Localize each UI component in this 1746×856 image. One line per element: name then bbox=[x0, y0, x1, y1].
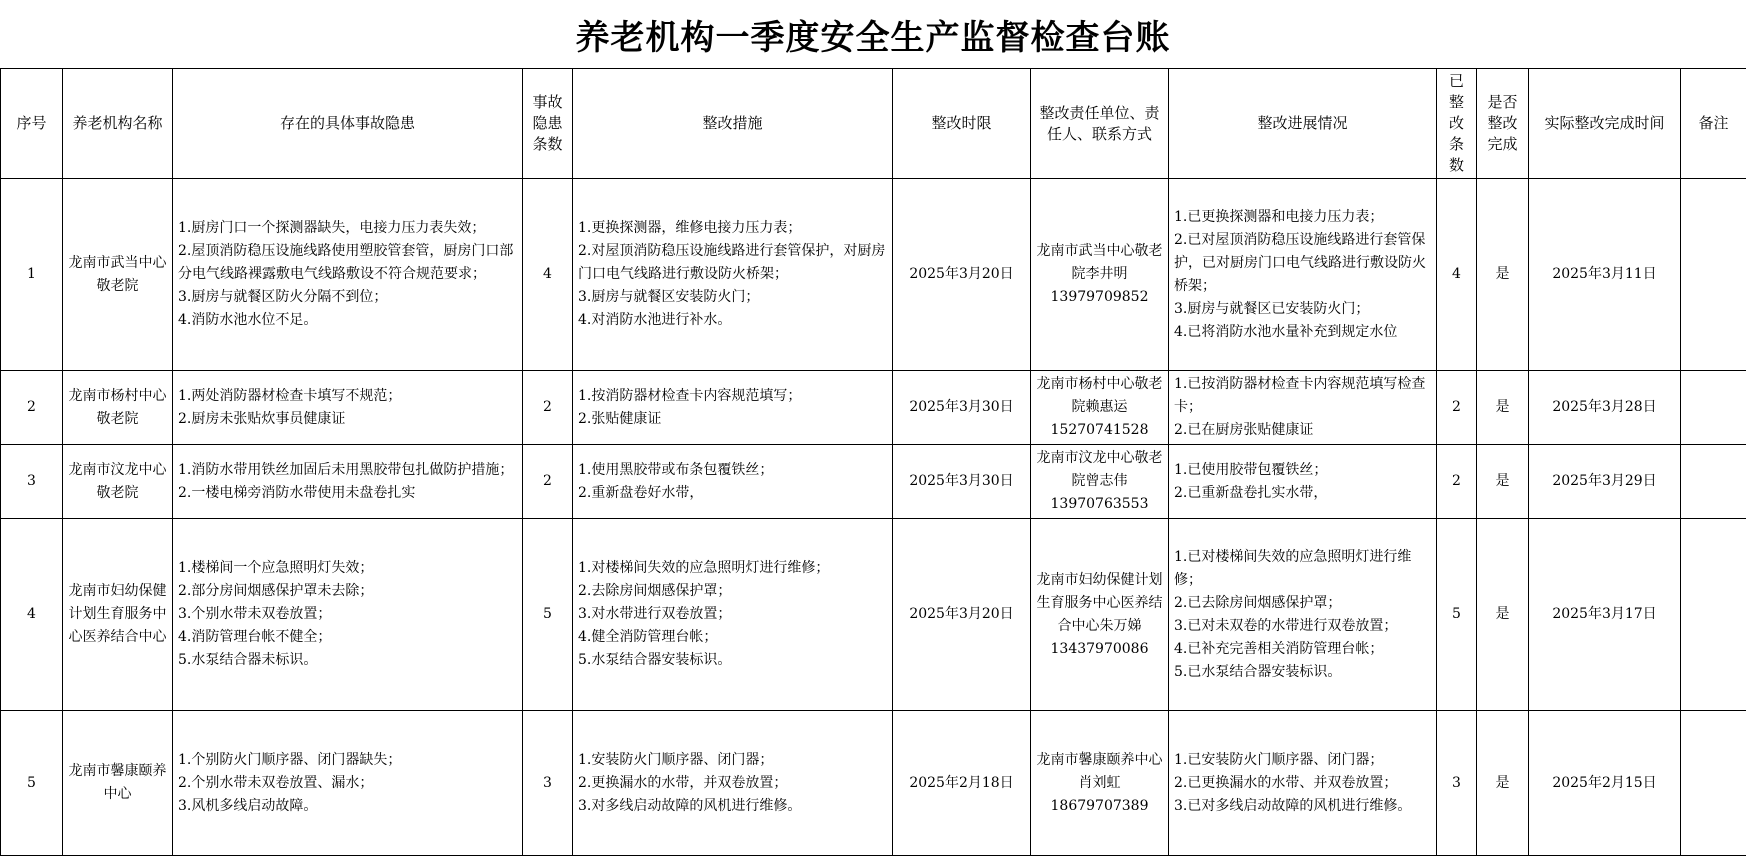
progress-line: 2.已对屋顶消防稳压设施线路进行套管保护，已对厨房门口电气线路进行敷设防火桥架； bbox=[1174, 229, 1431, 298]
cell-name: 龙南市馨康颐养中心 bbox=[63, 711, 173, 856]
cell-name: 龙南市武当中心敬老院 bbox=[63, 179, 173, 371]
cell-measures bbox=[573, 711, 893, 856]
cell-hazard-count: 5 bbox=[523, 519, 573, 711]
header-row bbox=[1, 69, 1746, 179]
hazard-line: 1.个别防火门顺序器、闭门器缺失； bbox=[178, 749, 517, 772]
header-hazard-count: 事故隐患条数 bbox=[523, 69, 573, 179]
cell-completed: 是 bbox=[1477, 711, 1529, 856]
progress-line: 2.已重新盘卷扎实水带， bbox=[1174, 482, 1431, 505]
cell-remarks bbox=[1681, 519, 1746, 711]
header-responsible: 整改责任单位、责任人、联系方式 bbox=[1031, 69, 1169, 179]
progress-line: 3.厨房与就餐区已安装防火门； bbox=[1174, 298, 1431, 321]
header-name: 养老机构名称 bbox=[63, 69, 173, 179]
measure-line: 2.张贴健康证 bbox=[578, 408, 887, 431]
cell-progress bbox=[1169, 519, 1437, 711]
cell-hazards bbox=[173, 519, 523, 711]
cell-seq: 4 bbox=[1, 519, 63, 711]
inspection-ledger-table bbox=[0, 68, 1746, 856]
measure-line: 2.重新盘卷好水带， bbox=[578, 482, 887, 505]
progress-line: 3.已对未双卷的水带进行双卷放置； bbox=[1174, 615, 1431, 638]
hazard-line: 1.两处消防器材检查卡填写不规范； bbox=[178, 385, 517, 408]
cell-deadline: 2025年3月30日 bbox=[893, 371, 1031, 445]
hazard-line: 3.风机多线启动故障。 bbox=[178, 795, 517, 818]
page-title: 养老机构一季度安全生产监督检查台账 bbox=[0, 0, 1746, 68]
hazard-line: 2.个别水带未双卷放置、漏水； bbox=[178, 772, 517, 795]
hazard-line: 4.消防水池水位不足。 bbox=[178, 309, 517, 332]
cell-hazard-count: 4 bbox=[523, 179, 573, 371]
hazard-line: 1.楼梯间一个应急照明灯失效； bbox=[178, 557, 517, 580]
cell-actual-date: 2025年3月28日 bbox=[1529, 371, 1681, 445]
cell-completed: 是 bbox=[1477, 519, 1529, 711]
cell-fixed-count: 2 bbox=[1437, 445, 1477, 519]
header-hazards: 存在的具体事故隐患 bbox=[173, 69, 523, 179]
measure-line: 2.去除房间烟感保护罩； bbox=[578, 580, 887, 603]
hazard-line: 4.消防管理台帐不健全； bbox=[178, 626, 517, 649]
measure-line: 3.对水带进行双卷放置； bbox=[578, 603, 887, 626]
hazard-line: 3.个别水带未双卷放置； bbox=[178, 603, 517, 626]
cell-measures bbox=[573, 519, 893, 711]
cell-fixed-count: 4 bbox=[1437, 179, 1477, 371]
cell-progress bbox=[1169, 179, 1437, 371]
cell-progress bbox=[1169, 711, 1437, 856]
measure-line: 1.对楼梯间失效的应急照明灯进行维修； bbox=[578, 557, 887, 580]
cell-remarks bbox=[1681, 711, 1746, 856]
header-seq: 序号 bbox=[1, 69, 63, 179]
cell-deadline: 2025年2月18日 bbox=[893, 711, 1031, 856]
cell-name: 龙南市妇幼保健计划生育服务中心医养结合中心 bbox=[63, 519, 173, 711]
cell-seq: 3 bbox=[1, 445, 63, 519]
progress-line: 1.已更换探测器和电接力压力表； bbox=[1174, 206, 1431, 229]
header-measures: 整改措施 bbox=[573, 69, 893, 179]
hazard-line: 3.厨房与就餐区防火分隔不到位； bbox=[178, 286, 517, 309]
cell-progress bbox=[1169, 371, 1437, 445]
cell-hazards bbox=[173, 179, 523, 371]
cell-hazards bbox=[173, 445, 523, 519]
cell-fixed-count: 5 bbox=[1437, 519, 1477, 711]
measure-line: 1.安装防火门顺序器、闭门器； bbox=[578, 749, 887, 772]
measure-line: 4.健全消防管理台帐； bbox=[578, 626, 887, 649]
measure-line: 2.更换漏水的水带，并双卷放置； bbox=[578, 772, 887, 795]
cell-hazard-count: 2 bbox=[523, 445, 573, 519]
cell-remarks bbox=[1681, 445, 1746, 519]
cell-remarks bbox=[1681, 179, 1746, 371]
progress-line: 2.已去除房间烟感保护罩； bbox=[1174, 592, 1431, 615]
measure-line: 1.更换探测器，维修电接力压力表； bbox=[578, 217, 887, 240]
header-fixed-count: 已整改条数 bbox=[1437, 69, 1477, 179]
hazard-line: 5.水泵结合器未标识。 bbox=[178, 649, 517, 672]
progress-line: 2.已在厨房张贴健康证 bbox=[1174, 419, 1431, 442]
cell-progress bbox=[1169, 445, 1437, 519]
table-row bbox=[1, 179, 1746, 371]
hazard-line: 2.厨房未张贴炊事员健康证 bbox=[178, 408, 517, 431]
hazard-line: 1.消防水带用铁丝加固后未用黑胶带包扎做防护措施； bbox=[178, 459, 517, 482]
cell-completed: 是 bbox=[1477, 179, 1529, 371]
measure-line: 3.对多线启动故障的风机进行维修。 bbox=[578, 795, 887, 818]
cell-actual-date: 2025年3月29日 bbox=[1529, 445, 1681, 519]
table-row bbox=[1, 371, 1746, 445]
cell-actual-date: 2025年3月11日 bbox=[1529, 179, 1681, 371]
cell-measures bbox=[573, 445, 893, 519]
progress-line: 5.已水泵结合器安装标识。 bbox=[1174, 661, 1431, 684]
progress-line: 4.已补充完善相关消防管理台帐； bbox=[1174, 638, 1431, 661]
cell-measures bbox=[573, 371, 893, 445]
header-actual-date: 实际整改完成时间 bbox=[1529, 69, 1681, 179]
cell-hazard-count: 2 bbox=[523, 371, 573, 445]
cell-name: 龙南市汶龙中心敬老院 bbox=[63, 445, 173, 519]
cell-responsible: 龙南市馨康颐养中心肖刘虹18679707389 bbox=[1031, 711, 1169, 856]
cell-responsible: 龙南市杨村中心敬老院赖惠运15270741528 bbox=[1031, 371, 1169, 445]
progress-line: 2.已更换漏水的水带、并双卷放置； bbox=[1174, 772, 1431, 795]
progress-line: 1.已对楼梯间失效的应急照明灯进行维修； bbox=[1174, 546, 1431, 592]
cell-hazards bbox=[173, 371, 523, 445]
cell-seq: 1 bbox=[1, 179, 63, 371]
cell-deadline: 2025年3月30日 bbox=[893, 445, 1031, 519]
table-row bbox=[1, 711, 1746, 856]
cell-fixed-count: 2 bbox=[1437, 371, 1477, 445]
header-remarks: 备注 bbox=[1681, 69, 1746, 179]
cell-hazards bbox=[173, 711, 523, 856]
cell-seq: 5 bbox=[1, 711, 63, 856]
cell-completed: 是 bbox=[1477, 445, 1529, 519]
header-progress: 整改进展情况 bbox=[1169, 69, 1437, 179]
progress-line: 1.已使用胶带包覆铁丝； bbox=[1174, 459, 1431, 482]
header-completed: 是否整改完成 bbox=[1477, 69, 1529, 179]
hazard-line: 2.部分房间烟感保护罩未去除； bbox=[178, 580, 517, 603]
cell-seq: 2 bbox=[1, 371, 63, 445]
progress-line: 1.已安装防火门顺序器、闭门器； bbox=[1174, 749, 1431, 772]
cell-actual-date: 2025年2月15日 bbox=[1529, 711, 1681, 856]
cell-responsible: 龙南市汶龙中心敬老院曾志伟13970763553 bbox=[1031, 445, 1169, 519]
header-deadline: 整改时限 bbox=[893, 69, 1031, 179]
table-row bbox=[1, 445, 1746, 519]
measure-line: 5.水泵结合器安装标识。 bbox=[578, 649, 887, 672]
cell-hazard-count: 3 bbox=[523, 711, 573, 856]
measure-line: 2.对屋顶消防稳压设施线路进行套管保护，对厨房门口电气线路进行敷设防火桥架； bbox=[578, 240, 887, 286]
cell-name: 龙南市杨村中心敬老院 bbox=[63, 371, 173, 445]
progress-line: 3.已对多线启动故障的风机进行维修。 bbox=[1174, 795, 1431, 818]
cell-deadline: 2025年3月20日 bbox=[893, 179, 1031, 371]
cell-responsible: 龙南市武当中心敬老院李井明13979709852 bbox=[1031, 179, 1169, 371]
measure-line: 1.使用黑胶带或布条包覆铁丝； bbox=[578, 459, 887, 482]
progress-line: 4.已将消防水池水量补充到规定水位 bbox=[1174, 321, 1431, 344]
cell-deadline: 2025年3月20日 bbox=[893, 519, 1031, 711]
measure-line: 3.厨房与就餐区安装防火门； bbox=[578, 286, 887, 309]
hazard-line: 1.厨房门口一个探测器缺失，电接力压力表失效； bbox=[178, 217, 517, 240]
cell-responsible: 龙南市妇幼保健计划生育服务中心医养结合中心朱万娣13437970086 bbox=[1031, 519, 1169, 711]
cell-actual-date: 2025年3月17日 bbox=[1529, 519, 1681, 711]
cell-remarks bbox=[1681, 371, 1746, 445]
cell-completed: 是 bbox=[1477, 371, 1529, 445]
cell-measures bbox=[573, 179, 893, 371]
measure-line: 4.对消防水池进行补水。 bbox=[578, 309, 887, 332]
hazard-line: 2.一楼电梯旁消防水带使用未盘卷扎实 bbox=[178, 482, 517, 505]
progress-line: 1.已按消防器材检查卡内容规范填写检查卡； bbox=[1174, 373, 1431, 419]
table-row bbox=[1, 519, 1746, 711]
measure-line: 1.按消防器材检查卡内容规范填写； bbox=[578, 385, 887, 408]
cell-fixed-count: 3 bbox=[1437, 711, 1477, 856]
hazard-line: 2.屋顶消防稳压设施线路使用塑胶管套管，厨房门口部分电气线路裸露敷电气线路敷设不符合规范要求； bbox=[178, 240, 517, 286]
